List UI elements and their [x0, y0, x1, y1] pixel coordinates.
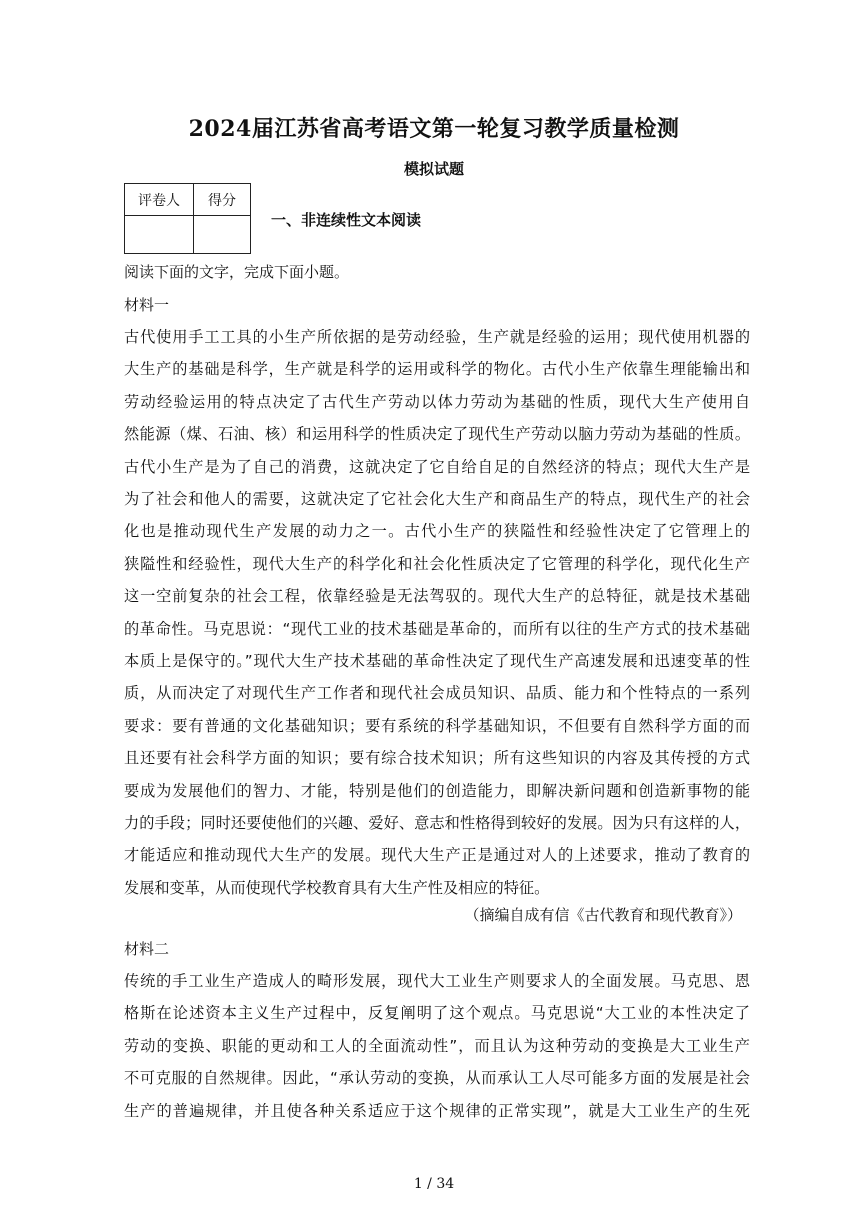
document-title: 2024届江苏省高考语文第一轮复习教学质量检测 [188, 116, 680, 142]
material1-line: 本质上是保守的。”现代大生产技术基础的革命性决定了现代生产高速发展和迅速变革的性 [124, 652, 750, 670]
material1-line: 化也是推动现代生产发展的动力之一。古代小生产的狭隘性和经验性决定了它管理上的 [124, 522, 750, 541]
score-table-grader-cell [125, 216, 194, 254]
material1-line: 且还要有社会科学方面的知识；要有综合技术知识；所有这些知识的内容及其传授的方式 [124, 749, 750, 768]
score-table-score-cell [194, 216, 251, 254]
instruction-text: 阅读下面的文字，完成下面小题。 [124, 263, 350, 281]
material2-line: 生产的普遍规律，并且使各种关系适应于这个规律的正常实现”，就是大工业生产的生死 [124, 1101, 750, 1120]
material2-line: 格斯在论述资本主义生产过程中，反复阐明了这个观点。马克思说“大工业的本性决定了 [124, 1004, 750, 1023]
material1-line: 质，从而决定了对现代生产工作者和现代社会成员知识、品质、能力和个性特点的一系列 [124, 684, 750, 703]
document-subtitle: 模拟试题 [403, 160, 464, 178]
score-table-score-header: 得分 [194, 184, 251, 216]
material1-line: 为了社会和他人的需要，这就决定了它社会化大生产和商品生产的特点，现代生产的社会 [124, 490, 750, 508]
material1-line: 要成为发展他们的智力、才能，特别是他们的创造能力，即解决新问题和创造新事物的能 [124, 781, 750, 800]
material1-label: 材料一 [124, 296, 170, 314]
material1-line: 力的手段；同时还要使他们的兴趣、爱好、意志和性格得到较好的发展。因为只有这样的人， [124, 814, 750, 832]
material1-line: 大生产的基础是科学，生产就是科学的运用或科学的物化。古代小生产依靠生理能输出和 [124, 360, 750, 379]
material1-line: 狭隘性和经验性，现代大生产的科学化和社会化性质决定了它管理的科学化，现代化生产 [124, 554, 750, 573]
material2-line: 不可克服的自然规律。因此，“承认劳动的变换，从而承认工人尽可能多方面的发展是社会 [124, 1069, 750, 1088]
material1-line: 的革命性。马克思说：“现代工业的技术基础是革命的，而所有以往的生产方式的技术基础 [124, 619, 750, 638]
material1-line: 这一空前复杂的社会工程，依靠经验是无法驾驭的。现代大生产的总特征，就是技术基础 [124, 587, 750, 606]
material1-line: 要求：要有普通的文化基础知识；要有系统的科学基础知识，不但要有自然科学方面的而 [124, 716, 750, 735]
material1-line: 发展和变革，从而使现代学校教育具有大生产性及相应的特征。 [124, 878, 550, 897]
section-heading: 一、非连续性文本阅读 [271, 211, 422, 229]
material1-line: 古代使用手工工具的小生产所依据的是劳动经验，生产就是经验的运用；现代使用机器的 [124, 328, 750, 346]
score-table-grader-header: 评卷人 [125, 184, 194, 216]
page-indicator: 1 / 34 [413, 1176, 455, 1192]
material1-line: 古代小生产是为了自己的消费，这就决定了它自给自足的自然经济的特点；现代大生产是 [124, 457, 750, 476]
material2-label: 材料二 [124, 940, 170, 958]
material2-line: 传统的手工业生产造成人的畸形发展，现代大工业生产则要求人的全面发展。马克思、恩 [124, 972, 750, 990]
score-table [124, 183, 251, 254]
material1-citation: （摘编自成有信《古代教育和现代教育》） [464, 906, 742, 924]
material1-line: 然能源（煤、石油、核）和运用科学的性质决定了现代生产劳动以脑力劳动为基础的性质。 [124, 425, 750, 444]
material2-line: 劳动的变换、职能的更动和工人的全面流动性”，而且认为这种劳动的变换是大工业生产 [124, 1036, 750, 1055]
material1-line: 劳动经验运用的特点决定了古代生产劳动以体力劳动为基础的性质，现代大生产使用自 [124, 392, 750, 411]
material1-line: 才能适应和推动现代大生产的发展。现代大生产正是通过对人的上述要求，推动了教育的 [124, 846, 750, 865]
